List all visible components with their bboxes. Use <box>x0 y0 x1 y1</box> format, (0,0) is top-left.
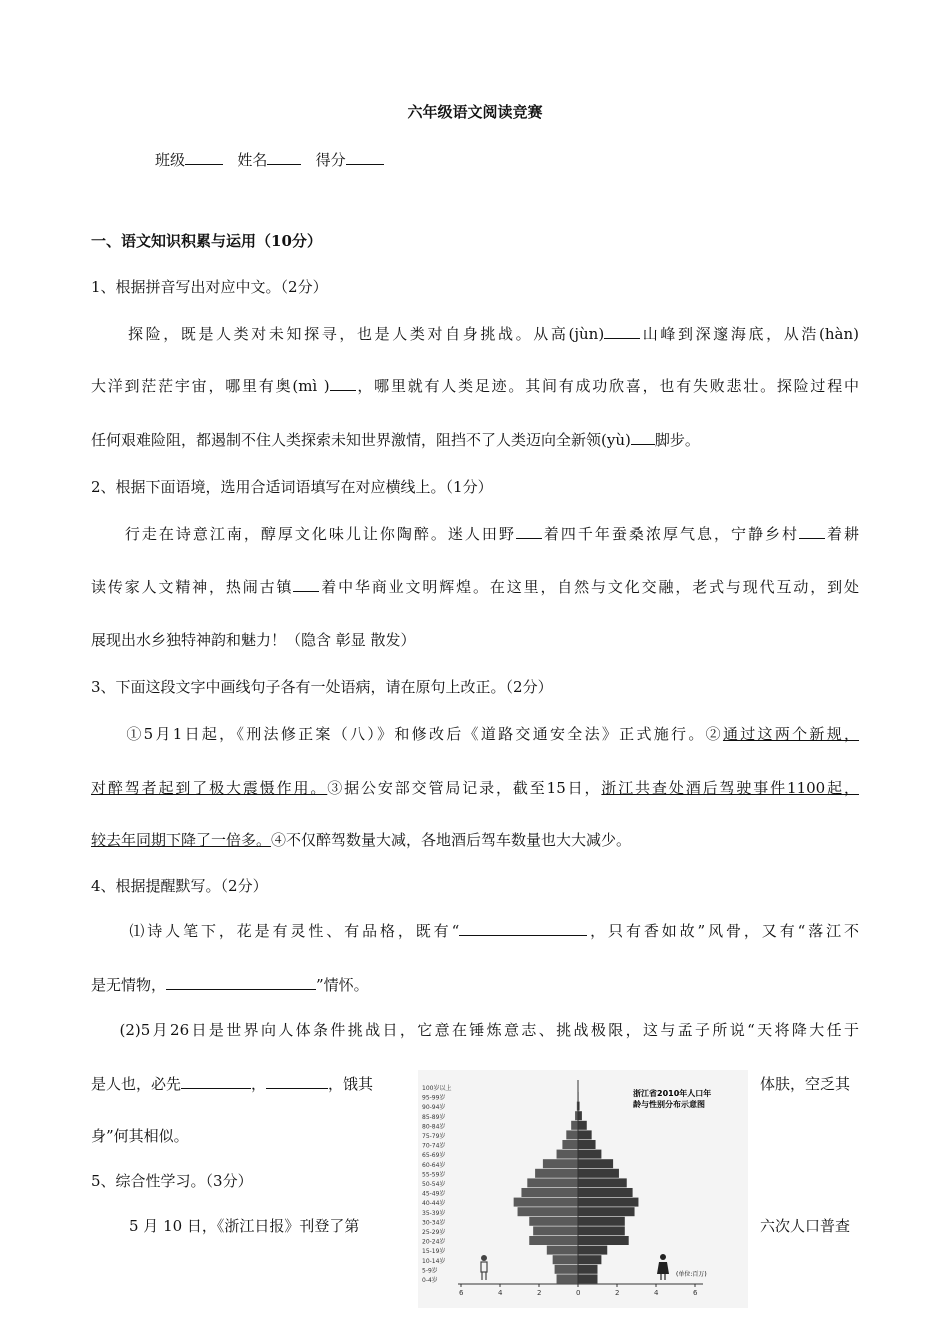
q4-blank-1[interactable] <box>459 921 587 936</box>
male-bar <box>514 1198 578 1207</box>
q4-blank-4[interactable] <box>266 1074 328 1089</box>
age-group-label: 95-99岁 <box>422 1094 446 1102</box>
x-axis-tick-label: 0 <box>576 1289 581 1297</box>
female-bar <box>578 1217 625 1226</box>
x-axis-tick-label: 2 <box>537 1289 542 1297</box>
female-bar <box>578 1159 613 1168</box>
male-bar <box>529 1217 578 1226</box>
age-group-label: 15-19岁 <box>422 1248 446 1256</box>
age-group-label: 10-14岁 <box>422 1257 446 1265</box>
q2-blank-3[interactable] <box>293 577 319 592</box>
q3-underlined-sentence: 较去年同期下降了一倍多。 <box>91 831 272 849</box>
q3-text: ①5月1日起，《刑法修正案（八）》和修改后《道路交通安全法》正式施行。② <box>126 725 723 743</box>
q2-label: 2、根据下面语境，选用合适词语填写在对应横线上。（1分） <box>91 478 493 496</box>
male-figure-icon <box>481 1255 487 1280</box>
age-group-label: 100岁以上 <box>422 1085 452 1092</box>
age-group-label: 35-39岁 <box>422 1209 446 1217</box>
age-group-label: 25-29岁 <box>422 1229 446 1236</box>
q1-paragraph-line-1 <box>91 324 859 344</box>
female-bar <box>578 1121 587 1130</box>
q2-paragraph-line-3: 展现出水乡独特神韵和魅力！（隐含 彰显 散发） <box>91 631 416 649</box>
q1-text: 任何艰难险阻，都遏制不住人类探索未知世界激情，阻挡不了人类迈向全新领(yù) <box>91 431 631 449</box>
q4-paragraph-line-5: 身”何其相似。 <box>91 1127 189 1145</box>
female-bar <box>578 1265 598 1274</box>
x-axis-tick-label: 4 <box>654 1289 659 1297</box>
q1-text: ，哪里就有人类足迹。其间有成功欣喜，也有失败悲壮。探险过程中 <box>355 377 859 395</box>
q2-text: 着四千年蚕桑浓厚气息，宁静乡村 <box>541 525 799 543</box>
q2-text: 行走在诗意江南，醇厚文化味儿让你陶醉。迷人田野 <box>124 525 516 543</box>
q2-text: 着中华商业文明辉煌。在这里，自然与文化交融，老式与现代互动，到处 <box>319 578 859 596</box>
age-group-label: 65-69岁 <box>422 1152 446 1160</box>
q4-text: ，只有香如故”风骨，又有“落江不 <box>587 922 860 940</box>
q4-paragraph-line-1 <box>91 921 859 941</box>
score-label: 得分 <box>315 151 346 169</box>
male-bar <box>529 1236 578 1245</box>
q2-blank-1[interactable] <box>516 524 542 539</box>
q4-paragraph-line-4-end: 体肤，空乏其 <box>760 1075 851 1093</box>
male-bar <box>521 1188 578 1197</box>
q5-paragraph-line-1: 5 月 10 日，《浙江日报》刊登了第 <box>129 1217 360 1235</box>
figure-unit-label: (单位:百万) <box>676 1271 707 1278</box>
male-bar <box>557 1274 578 1283</box>
population-pyramid-figure <box>418 1070 748 1308</box>
q2-paragraph-line-1 <box>91 524 859 544</box>
q3-underlined-sentence: 通过这两个新规， <box>722 725 860 743</box>
female-bar <box>578 1226 625 1235</box>
female-figure-icon <box>657 1254 669 1280</box>
x-axis-tick-label: 2 <box>615 1289 620 1297</box>
figure-caption-line-1: 浙江省2010年人口年 <box>633 1089 712 1098</box>
male-bar <box>555 1265 578 1274</box>
q1-text: 大洋到茫茫宇宙，哪里有奥(mì ) <box>91 377 330 395</box>
population-pyramid-chart <box>418 1070 748 1308</box>
q4-paragraph-line-3 <box>91 1020 859 1040</box>
age-group-label: 90-94岁 <box>422 1104 446 1112</box>
q1-paragraph-line-2 <box>91 376 859 396</box>
age-group-label: 70-74岁 <box>422 1142 446 1150</box>
x-axis-tick-label: 4 <box>498 1289 503 1297</box>
q1-blank-3[interactable] <box>631 430 655 445</box>
score-blank[interactable] <box>346 150 384 165</box>
q4-text: 是无情物， <box>91 976 167 994</box>
female-bar <box>578 1274 598 1283</box>
q1-paragraph-line-3 <box>91 430 700 450</box>
document-title: 六年级语文阅读竞赛 <box>407 103 543 121</box>
q4-paragraph-line-4 <box>91 1074 373 1094</box>
class-label: 班级 <box>155 151 186 169</box>
age-group-label: 45-49岁 <box>422 1190 446 1198</box>
female-bar <box>578 1169 619 1178</box>
q3-underlined-sentence: 对醉驾者起到了极大震慑作用。 <box>91 779 328 797</box>
q1-blank-2[interactable] <box>330 376 356 391</box>
age-group-label: 75-79岁 <box>422 1133 446 1140</box>
female-bar <box>578 1130 592 1139</box>
q4-text: ， <box>251 1075 267 1093</box>
q4-text: 是人也，必先 <box>91 1075 182 1093</box>
female-bar <box>578 1178 627 1187</box>
female-bar <box>578 1140 596 1149</box>
q2-text: 读传家人文精神，热闹古镇 <box>91 578 294 596</box>
age-group-label: 5-9岁 <box>422 1267 438 1275</box>
male-bar <box>533 1226 578 1235</box>
q4-blank-3[interactable] <box>181 1074 251 1089</box>
male-bar <box>553 1255 578 1264</box>
name-blank[interactable] <box>267 150 301 165</box>
male-bar <box>527 1178 578 1187</box>
q3-underlined-sentence: 浙江共查处酒后驾驶事件1100起， <box>601 779 859 797</box>
q5-label: 5、综合性学习。（3分） <box>91 1172 253 1190</box>
age-group-label: 55-59岁 <box>422 1171 446 1179</box>
q2-paragraph-line-2 <box>91 577 859 597</box>
section-1-title: 一、语文知识积累与运用（10分） <box>91 232 322 250</box>
q3-paragraph-line-1 <box>91 724 859 744</box>
age-group-label: 85-89岁 <box>422 1113 446 1121</box>
q4-paragraph-line-2 <box>91 975 369 995</box>
name-label: 姓名 <box>237 151 268 169</box>
q4-text: ，饿其 <box>328 1075 374 1093</box>
q2-blank-2[interactable] <box>799 524 825 539</box>
age-group-label: 30-34岁 <box>422 1219 446 1227</box>
female-bar <box>578 1198 638 1207</box>
q4-label: 4、根据提醒默写。（2分） <box>91 877 268 895</box>
male-bar <box>571 1121 578 1130</box>
q5-paragraph-line-1-end: 六次人口普查 <box>760 1217 851 1235</box>
female-bar <box>578 1150 601 1159</box>
q1-text: 山峰到深邃海底，从浩(hàn) <box>640 325 859 343</box>
figure-caption-line-2: 龄与性别分布示意图 <box>633 1100 705 1109</box>
student-info-row <box>155 150 384 170</box>
male-bar <box>547 1246 578 1255</box>
q3-paragraph-line-3 <box>91 830 631 850</box>
age-group-label: 50-54岁 <box>422 1181 446 1188</box>
q1-text: 探险，既是人类对未知探寻，也是人类对自身挑战。从高(jùn) <box>127 325 605 343</box>
female-bar <box>578 1207 635 1216</box>
q1-blank-1[interactable] <box>604 324 640 339</box>
q3-text: ③据公安部交管局记录，截至15日， <box>327 779 602 797</box>
age-group-label: 60-64岁 <box>422 1161 446 1169</box>
q4-text: ”情怀。 <box>316 976 369 994</box>
q3-text: ④不仅醉驾数量大减，各地酒后驾车数量也大大减少。 <box>271 831 632 849</box>
q4-text: ⑴诗人笔下，花是有灵性、有品格，既有“ <box>129 922 460 940</box>
male-bar <box>543 1159 578 1168</box>
male-bar <box>535 1169 578 1178</box>
q3-paragraph-line-2 <box>91 778 859 798</box>
x-axis-tick-label: 6 <box>459 1289 464 1297</box>
age-group-label: 40-44岁 <box>422 1200 446 1208</box>
female-bar <box>578 1246 607 1255</box>
age-group-label: 80-84岁 <box>422 1123 446 1131</box>
male-bar <box>566 1130 578 1139</box>
age-group-label: 0-4岁 <box>422 1277 438 1284</box>
class-blank[interactable] <box>185 150 223 165</box>
age-group-label: 20-24岁 <box>422 1238 446 1246</box>
x-axis-tick-label: 6 <box>693 1289 698 1297</box>
female-bar <box>578 1236 629 1245</box>
male-bar <box>557 1150 578 1159</box>
q4-blank-2[interactable] <box>166 975 316 990</box>
q1-text: 脚步。 <box>654 431 700 449</box>
female-bar <box>578 1255 601 1264</box>
q1-label: 1、根据拼音写出对应中文。（2分） <box>91 278 328 296</box>
q3-label: 3、下面这段文字中画线句子各有一处语病，请在原句上改正。（2分） <box>91 678 553 696</box>
female-bar <box>578 1111 582 1120</box>
q2-text: 着耕 <box>824 525 859 543</box>
male-bar <box>562 1140 578 1149</box>
q4-text: (2)5月26日是世界向人体条件挑战日，它意在锤炼意志、挑战极限，这与孟子所说“天将降大任于 <box>119 1021 859 1039</box>
male-bar <box>518 1207 578 1216</box>
female-bar <box>578 1188 633 1197</box>
